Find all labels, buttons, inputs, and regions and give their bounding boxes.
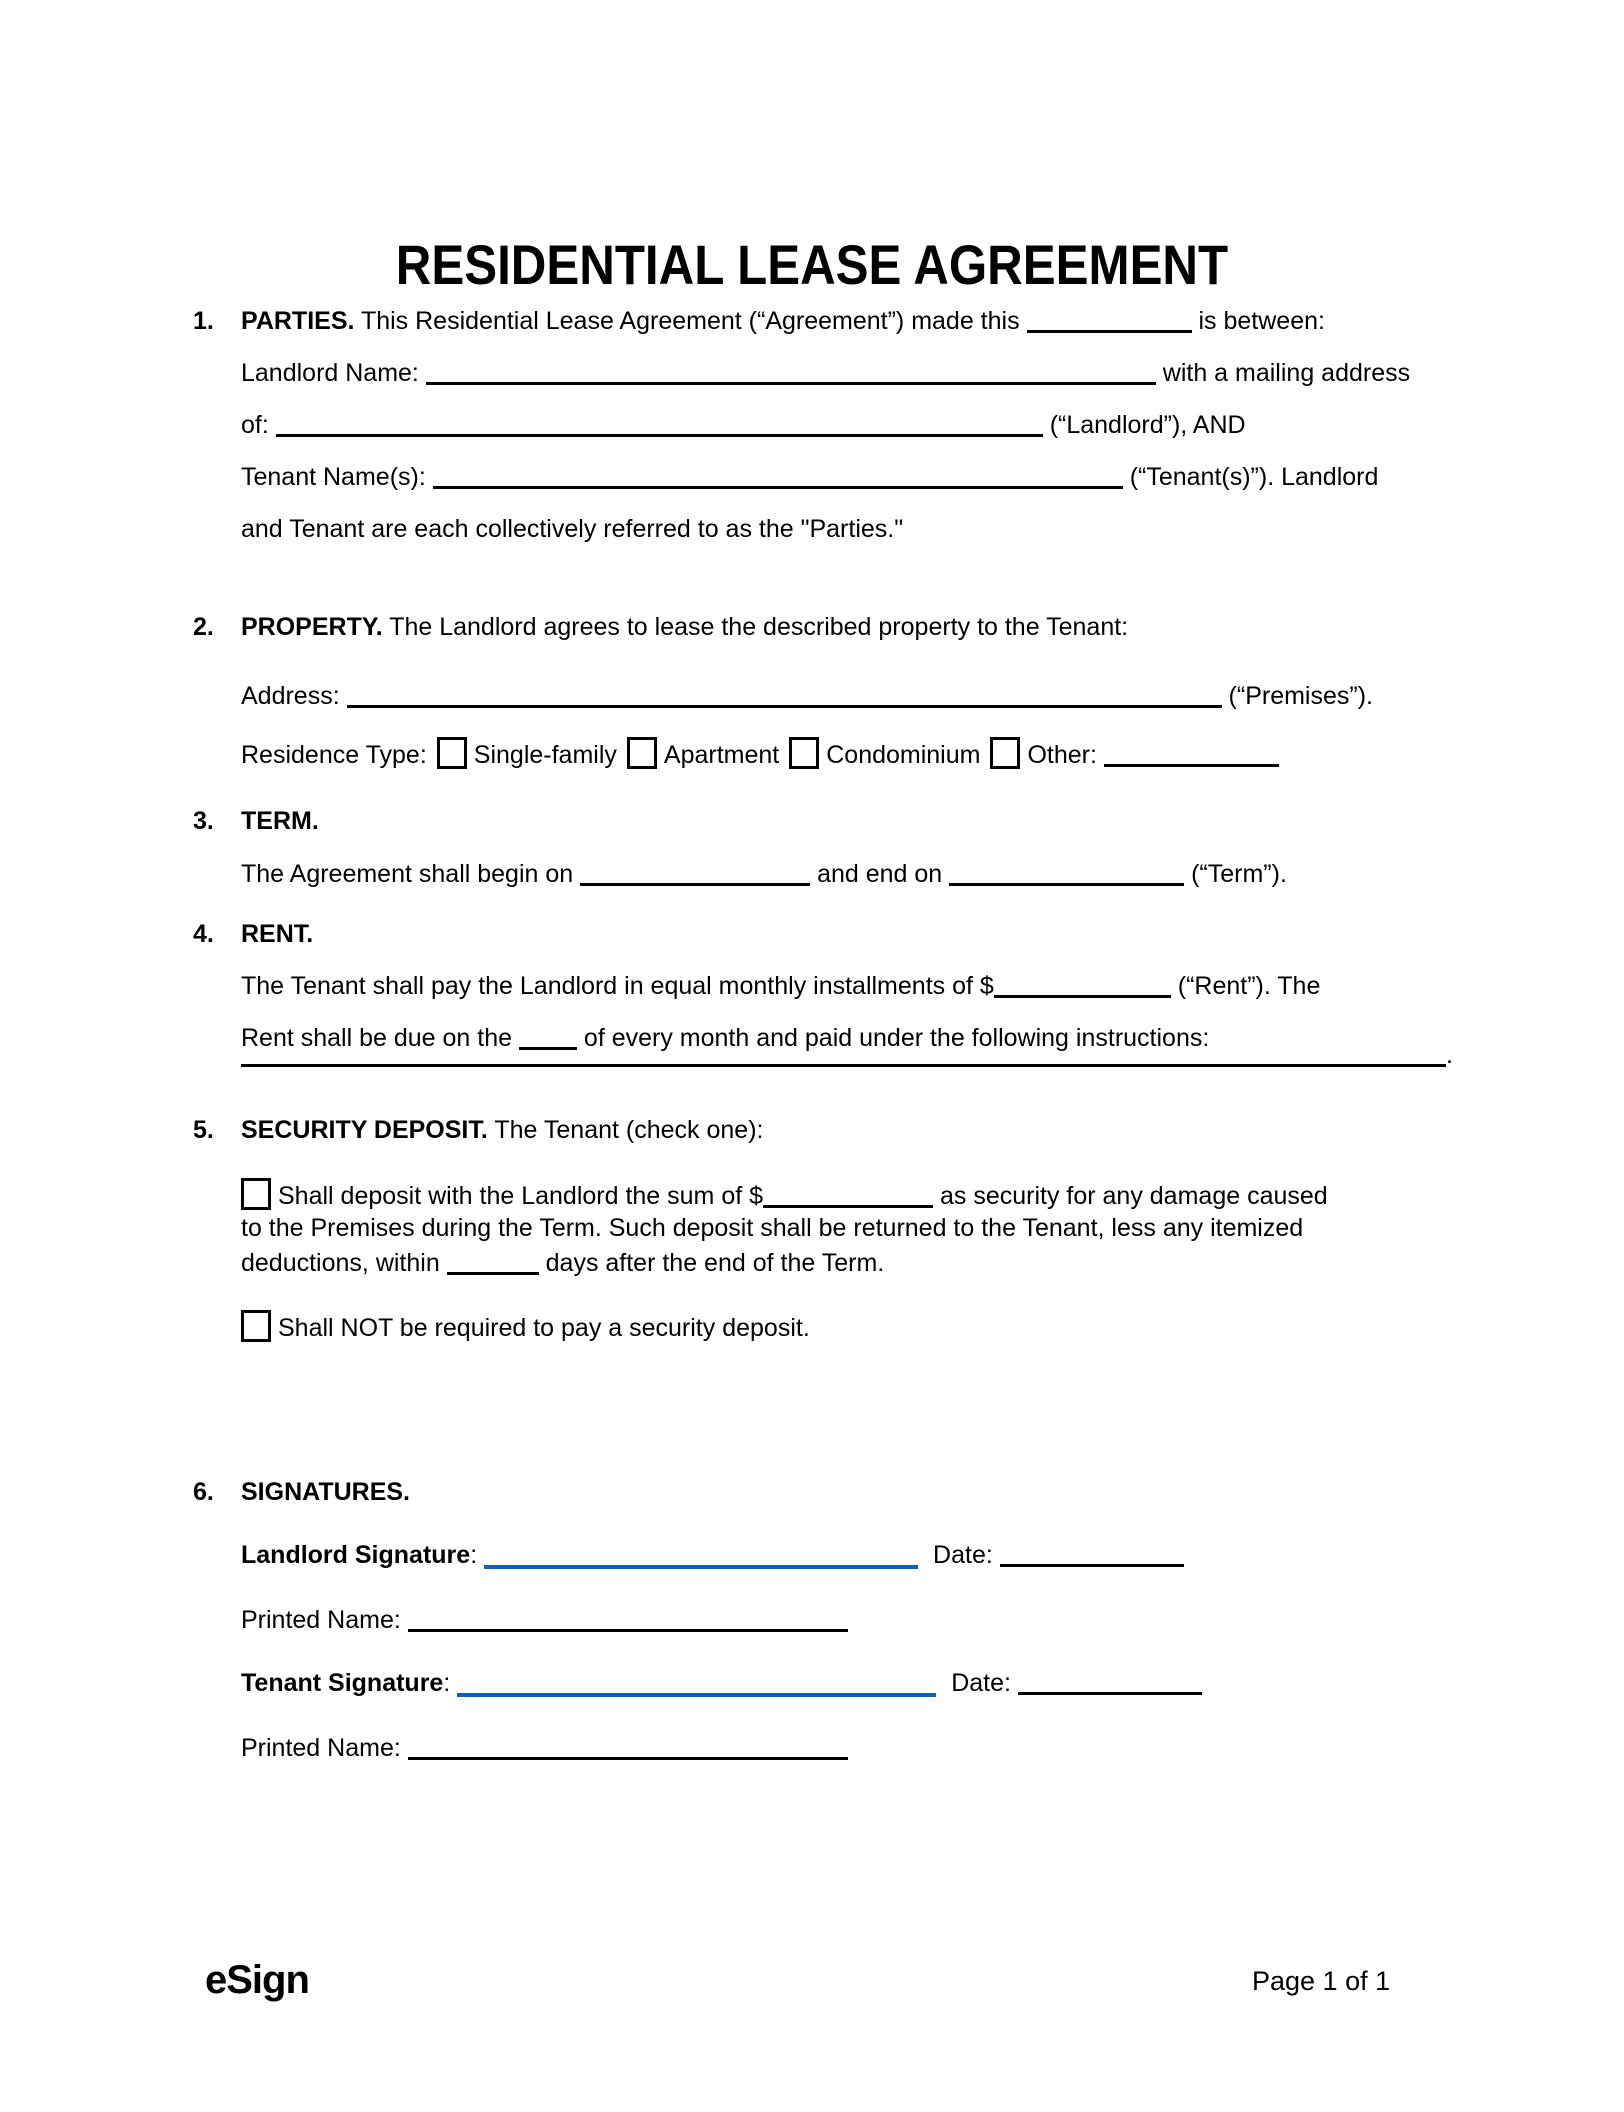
text-run: PARTIES. <box>241 307 355 335</box>
term-start-date-blank[interactable] <box>580 881 810 886</box>
checkbox-other[interactable] <box>990 737 1020 769</box>
text-run: Landlord Name: <box>241 359 426 387</box>
checkbox-single-family[interactable] <box>437 737 467 769</box>
text-run: Other: <box>1027 741 1104 769</box>
term-heading <box>193 806 319 836</box>
landlord-address-line <box>241 410 1246 440</box>
text-run: Printed Name: <box>241 1606 408 1634</box>
rent-line-1 <box>241 971 1320 1001</box>
text-run: RENT. <box>241 920 314 948</box>
text-run: with a mailing address <box>1155 359 1411 387</box>
tenant-name-line <box>241 462 1378 492</box>
text-run: Rent shall be due on the <box>241 1024 519 1052</box>
text-run: as security for any damage caused <box>933 1182 1328 1210</box>
text-run: days after the end of the Term. <box>538 1249 885 1277</box>
security-deposit-heading <box>193 1115 763 1145</box>
term-line <box>241 859 1287 889</box>
text-run: and Tenant are each collectively referred to as the "Parties." <box>241 515 904 543</box>
landlord-address-blank[interactable] <box>276 432 1043 437</box>
section-number: 1. <box>193 307 214 335</box>
tenant-printed-name-blank[interactable] <box>408 1755 848 1760</box>
text-run: Residence Type: <box>241 741 427 769</box>
text-run: of: <box>241 411 276 439</box>
text-run: Tenant Signature <box>241 1669 444 1697</box>
term-end-date-blank[interactable] <box>949 881 1184 886</box>
text-run: Shall NOT be required to pay a security deposit. <box>278 1314 810 1342</box>
text-run: The Tenant (check one): <box>487 1116 764 1144</box>
esign-logo: eSign <box>205 1958 309 2002</box>
text-run: is between: <box>1191 307 1325 335</box>
landlord-signature-date-blank[interactable] <box>1000 1562 1184 1567</box>
text-run: (“Landlord”), AND <box>1042 411 1246 439</box>
parties-line-5 <box>241 514 903 544</box>
landlord-printed-name-blank[interactable] <box>408 1627 848 1632</box>
text-run: SECURITY DEPOSIT. <box>241 1116 488 1144</box>
residence-other-blank[interactable] <box>1104 762 1279 767</box>
document-title: RESIDENTIAL LEASE AGREEMENT <box>395 232 1229 296</box>
text-run: (“Rent”). The <box>1170 972 1321 1000</box>
section-number: 6. <box>193 1478 214 1506</box>
text-run: Landlord Signature <box>241 1541 471 1569</box>
text-run: deductions, within <box>241 1249 447 1277</box>
landlord-signature-blank[interactable] <box>484 1563 918 1569</box>
no-deposit-option-line <box>241 1310 810 1343</box>
rent-amount-blank[interactable] <box>994 993 1171 998</box>
tenant-signature-line <box>241 1668 1202 1698</box>
deposit-option-line-2 <box>241 1213 1303 1243</box>
section-number: 4. <box>193 920 214 948</box>
text-run: Date: <box>926 1541 1000 1569</box>
text-run: Tenant Name(s): <box>241 463 433 491</box>
page-number-label: Page 1 of 1 <box>1252 1966 1391 1996</box>
text-run: : <box>470 1541 485 1569</box>
text-run: Printed Name: <box>241 1734 408 1762</box>
text-run: TERM. <box>241 807 319 835</box>
text-run: Single-family <box>473 741 617 769</box>
checkbox-condominium[interactable] <box>789 737 819 769</box>
deposit-amount-blank[interactable] <box>763 1203 933 1208</box>
tenant-signature-blank[interactable] <box>457 1691 936 1697</box>
text-run: . <box>1446 1041 1453 1069</box>
property-address-line <box>241 681 1373 711</box>
checkbox-apartment[interactable] <box>627 737 657 769</box>
text-run: Apartment <box>663 741 780 769</box>
text-run: : <box>443 1669 458 1697</box>
section-number: 2. <box>193 613 214 641</box>
text-run: PROPERTY. <box>241 613 383 641</box>
deposit-option-line-1 <box>241 1178 1328 1211</box>
deposit-return-days-blank[interactable] <box>447 1270 539 1275</box>
deposit-option-line-3 <box>241 1248 884 1278</box>
tenant-printed-name-line <box>241 1733 848 1763</box>
text-run: to the Premises during the Term. Such deposit shall be returned to the Tenant, less any itemized <box>241 1214 1304 1242</box>
tenant-name-blank[interactable] <box>433 484 1123 489</box>
property-heading <box>193 612 1128 642</box>
text-run: SIGNATURES. <box>241 1478 410 1506</box>
text-run: (“Term”). <box>1184 860 1287 888</box>
text-run: The Landlord agrees to lease the described property to the Tenant: <box>382 613 1129 641</box>
landlord-name-blank[interactable] <box>426 380 1156 385</box>
text-run: Date: <box>944 1669 1018 1697</box>
payment-instructions-blank[interactable] <box>241 1062 1446 1067</box>
text-run: Shall deposit with the Landlord the sum of $ <box>278 1182 764 1210</box>
text-run: of every month and paid under the following instructions: <box>576 1024 1210 1052</box>
landlord-signature-line <box>241 1540 1184 1570</box>
checkbox-no-deposit[interactable] <box>241 1310 271 1342</box>
parties-line-1 <box>193 306 1325 336</box>
text-run: The Agreement shall begin on <box>241 860 581 888</box>
landlord-printed-name-line <box>241 1605 848 1635</box>
text-run: Condominium <box>826 741 981 769</box>
landlord-name-line <box>241 358 1410 388</box>
text-run: This Residential Lease Agreement (“Agreement”) made this <box>354 307 1027 335</box>
section-number: 3. <box>193 807 214 835</box>
agreement-date-blank[interactable] <box>1027 328 1192 333</box>
text-run: Address: <box>241 682 347 710</box>
signatures-heading <box>193 1477 410 1507</box>
section-number: 5. <box>193 1116 214 1144</box>
payment-instructions-line <box>241 1040 1453 1070</box>
text-run: The Tenant shall pay the Landlord in equal monthly installments of $ <box>241 972 994 1000</box>
rent-heading <box>193 919 313 949</box>
checkbox-shall-deposit[interactable] <box>241 1178 271 1210</box>
text-run: (“Premises”). <box>1221 682 1373 710</box>
residence-type-line <box>241 737 1279 770</box>
property-address-blank[interactable] <box>347 703 1222 708</box>
tenant-signature-date-blank[interactable] <box>1018 1690 1202 1695</box>
text-run: and end on <box>810 860 950 888</box>
text-run: (“Tenant(s)”). Landlord <box>1122 463 1379 491</box>
